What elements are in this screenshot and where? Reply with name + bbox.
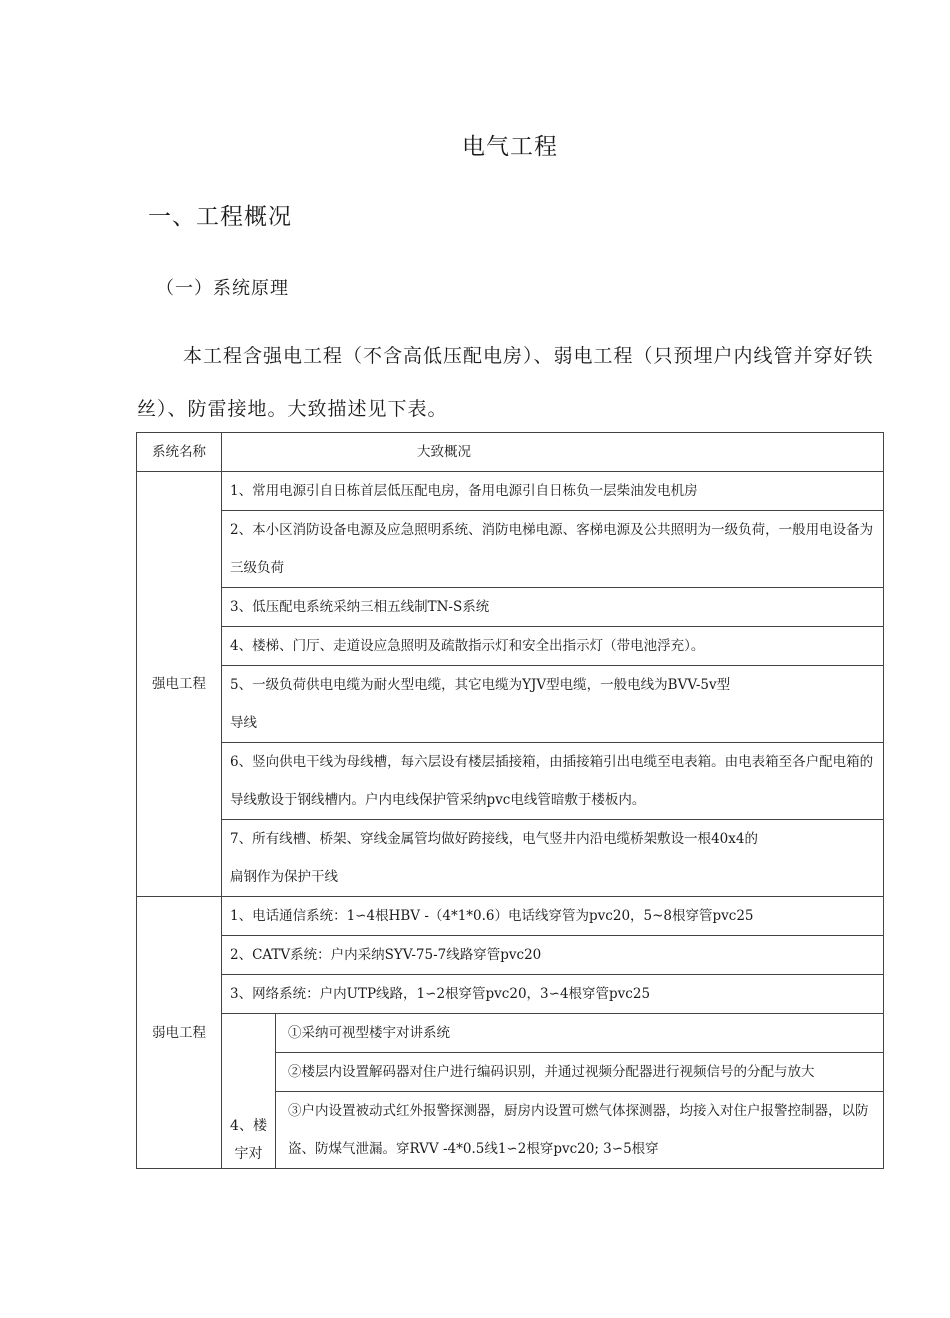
table-row (137, 1014, 884, 1053)
table-row (137, 975, 884, 1014)
table-row (137, 820, 884, 897)
table-cell: 1、常用电源引自日栋首层低压配电房，备用电源引自日栋负一层柴油发电机房 (222, 472, 884, 511)
table-cell: ①采纳可视型楼宇对讲系统 (276, 1014, 884, 1053)
table-cell: 2、CATV系统：户内采纳SYV-75-7线路穿管pvc20 (222, 936, 884, 975)
table-row (137, 472, 884, 511)
table-row (137, 666, 884, 743)
table-row (137, 936, 884, 975)
cell-line: 扁钢作为保护干线 (230, 869, 338, 885)
cell-line: 5、一级负荷供电电缆为耐火型电缆，其它电缆为YJV型电缆，一般电线为BVV-5v型 (230, 677, 731, 693)
document-title: 电气工程 (462, 134, 558, 160)
table-cell: 2、本小区消防设备电源及应急照明系统、消防电梯电源、客梯电源及公共照明为一级负荷，一般用电设备为三级负荷 (222, 511, 884, 588)
table-cell (222, 820, 884, 897)
table-cell: 3、低压配电系统采纳三相五线制TN-S系统 (222, 588, 884, 627)
table-row (137, 511, 884, 588)
table-row (137, 743, 884, 820)
table-cell: ②楼层内设置解码器对住户进行编码识别，并通过视频分配器进行视频信号的分配与放大 (276, 1053, 884, 1092)
sub-label-line: 4、楼 (230, 1118, 267, 1134)
intercom-subsystem-label (222, 1014, 276, 1169)
table-cell: 1、电话通信系统：1∽4根HBV -（4*1*0.6）电话线穿管为pvc20，5~8根穿管pvc25 (222, 897, 884, 936)
table-cell: 4、楼梯、门厅、走道设应急照明及疏散指示灯和安全出指示灯（带电池浮充）。 (222, 627, 884, 666)
table-row (137, 588, 884, 627)
system-table (136, 432, 884, 1169)
table-header-row (137, 433, 884, 472)
table-cell: 6、竖向供电干线为母线槽，每六层设有楼层插接箱，由插接箱引出电缆至电表箱。由电表箱至各户配电箱的导线敷设于钢线槽内。户内电线保护管采纳pvc电线管暗敷于楼板内。 (222, 743, 884, 820)
intro-paragraph: 本工程含强电工程（不含高低压配电房）、弱电工程（只预埋户内线管并穿好铁丝）、防雷接地。大致描述见下表。 (137, 345, 874, 420)
header-system-name: 系统名称 (137, 433, 222, 472)
section-heading: 一、工程概况 (148, 204, 292, 230)
table-cell (222, 666, 884, 743)
weak-system-name: 弱电工程 (137, 897, 222, 1169)
cell-line: 7、所有线槽、桥架、穿线金属管均做好跨接线，电气竖井内沿电缆桥架敷设一根40x4的 (230, 831, 758, 847)
table-cell: ③户内设置被动式红外报警探测器，厨房内设置可燃气体探测器，均接入对住户报警控制器，以防盗、防煤气泄漏。穿RVV -4*0.5线1∽2根穿pvc20; 3∽5根穿 (276, 1092, 884, 1169)
strong-system-name: 强电工程 (137, 472, 222, 897)
sub-label-line: 宇对 (234, 1146, 263, 1162)
table-cell: 3、网络系统：户内UTP线路，1∽2根穿管pvc20，3∽4根穿管pvc25 (222, 975, 884, 1014)
header-overview: 大致概况 (222, 433, 884, 472)
table-row (137, 627, 884, 666)
cell-line: 导线 (230, 715, 257, 731)
table-row (137, 897, 884, 936)
subsection-heading: （一）系统原理 (156, 278, 289, 299)
